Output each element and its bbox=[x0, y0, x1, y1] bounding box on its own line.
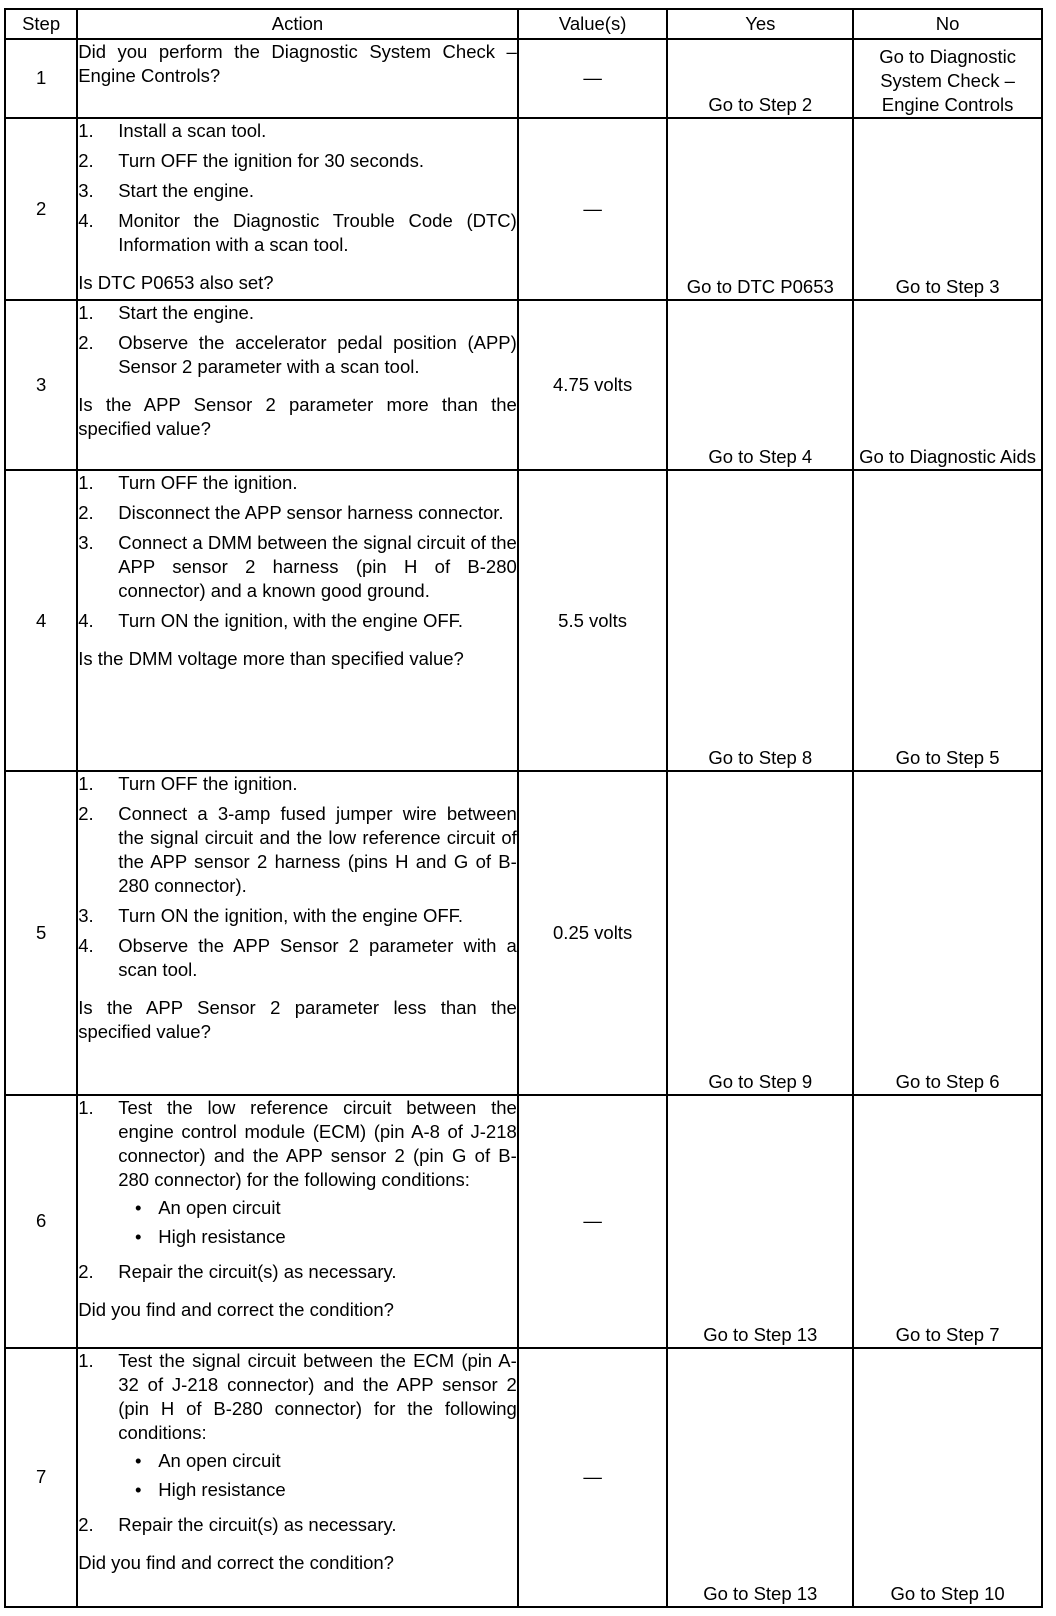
step-content bbox=[118, 209, 517, 257]
condition-item bbox=[118, 1196, 517, 1220]
action-step bbox=[78, 609, 517, 633]
condition-text: High resistance bbox=[158, 1225, 286, 1247]
yes-cell: Go to Step 4 bbox=[667, 300, 853, 470]
step-content bbox=[118, 609, 517, 633]
action-step bbox=[78, 772, 517, 796]
step-content bbox=[118, 119, 517, 143]
step-number: 7 bbox=[5, 1348, 77, 1607]
action-step bbox=[78, 501, 517, 525]
step-index: 3. bbox=[78, 532, 94, 554]
step-content bbox=[118, 1513, 517, 1537]
action-cell bbox=[77, 300, 518, 470]
step-content bbox=[118, 531, 517, 603]
value-cell: 4.75 volts bbox=[518, 300, 668, 470]
step-text: Connect a 3-amp fused jumper wire between the signal circuit and the low reference circuit of the APP sensor 2 harness (pins H and G of B-280 connector). bbox=[118, 802, 517, 896]
step-content bbox=[118, 501, 517, 525]
action-cell bbox=[77, 39, 518, 118]
step-text: Turn OFF the ignition. bbox=[118, 772, 298, 794]
action-question: Is the DMM voltage more than specified value? bbox=[78, 648, 464, 670]
step-text: Turn OFF the ignition for 30 seconds. bbox=[118, 149, 424, 171]
action-step bbox=[78, 934, 517, 982]
step-content bbox=[118, 904, 517, 928]
step-index: 3. bbox=[78, 904, 94, 926]
step-content bbox=[118, 179, 517, 203]
bullet-icon: • bbox=[134, 1478, 142, 1500]
action-step bbox=[78, 149, 517, 173]
step-index: 1. bbox=[78, 1096, 94, 1118]
condition-item bbox=[118, 1449, 517, 1473]
step-index: 4. bbox=[78, 209, 94, 231]
diagnostic-table bbox=[4, 8, 1043, 1608]
action-step bbox=[78, 1260, 517, 1284]
action-step bbox=[78, 531, 517, 603]
action-steps bbox=[78, 471, 517, 633]
table-row bbox=[5, 470, 1042, 771]
step-text: Test the signal circuit between the ECM (pin A-32 of J-218 connector) and the APP sensor 2 (pin H of B-280 connector) for the following conditions: bbox=[118, 1349, 517, 1443]
condition-text: High resistance bbox=[158, 1478, 286, 1500]
step-index: 4. bbox=[78, 610, 94, 632]
bullet-icon: • bbox=[134, 1225, 142, 1247]
action-steps bbox=[78, 119, 517, 257]
step-text: Connect a DMM between the signal circuit of the APP sensor 2 harness (pin H of B-280 connector) and a known good ground. bbox=[118, 532, 517, 602]
value-cell: 0.25 volts bbox=[518, 771, 668, 1095]
step-text: Observe the accelerator pedal position (APP) Sensor 2 parameter with a scan tool. bbox=[118, 332, 517, 378]
step-index: 2. bbox=[78, 1513, 94, 1535]
action-step bbox=[78, 1513, 517, 1537]
action-question: Did you find and correct the condition? bbox=[78, 1551, 394, 1573]
step-text: Start the engine. bbox=[118, 302, 254, 324]
step-content bbox=[118, 1096, 517, 1254]
table-row bbox=[5, 1095, 1042, 1348]
action-cell bbox=[77, 118, 518, 300]
value-cell: 5.5 volts bbox=[518, 470, 668, 771]
step-index: 3. bbox=[78, 179, 94, 201]
no-cell: Go to Diagnostic Aids bbox=[853, 300, 1042, 470]
step-index: 4. bbox=[78, 934, 94, 956]
table-body bbox=[5, 39, 1042, 1607]
no-cell: Go to Step 10 bbox=[853, 1348, 1042, 1607]
step-content bbox=[118, 149, 517, 173]
action-question: Did you find and correct the condition? bbox=[78, 1298, 394, 1320]
step-index: 1. bbox=[78, 1349, 94, 1371]
action-step bbox=[78, 904, 517, 928]
step-text: Monitor the Diagnostic Trouble Code (DTC) Information with a scan tool. bbox=[118, 209, 517, 255]
step-index: 1. bbox=[78, 119, 94, 141]
action-step bbox=[78, 301, 517, 325]
yes-cell: Go to Step 9 bbox=[667, 771, 853, 1095]
step-number: 3 bbox=[5, 300, 77, 470]
step-content bbox=[118, 1260, 517, 1284]
step-content bbox=[118, 802, 517, 898]
yes-cell: Go to Step 8 bbox=[667, 470, 853, 771]
step-text: Observe the APP Sensor 2 parameter with a scan tool. bbox=[118, 934, 517, 980]
step-text: Install a scan tool. bbox=[118, 119, 267, 141]
step-number: 2 bbox=[5, 118, 77, 300]
step-content bbox=[118, 772, 517, 796]
action-cell bbox=[77, 1348, 518, 1607]
step-content bbox=[118, 1349, 517, 1507]
step-text: Turn ON the ignition, with the engine OFF. bbox=[118, 904, 464, 926]
no-cell: Go to Step 5 bbox=[853, 470, 1042, 771]
no-cell: Go to Step 6 bbox=[853, 771, 1042, 1095]
action-steps bbox=[78, 772, 517, 982]
no-cell: Go to Diagnostic System Check – Engine Controls bbox=[853, 39, 1042, 118]
step-content bbox=[118, 934, 517, 982]
bullet-icon: • bbox=[134, 1196, 142, 1218]
action-question: Is DTC P0653 also set? bbox=[78, 271, 274, 293]
step-index: 2. bbox=[78, 149, 94, 171]
step-number: 5 bbox=[5, 771, 77, 1095]
step-index: 2. bbox=[78, 1260, 94, 1282]
header-values: Value(s) bbox=[518, 9, 668, 39]
action-step bbox=[78, 1096, 517, 1254]
step-content bbox=[118, 471, 517, 495]
table-row bbox=[5, 39, 1042, 118]
header-action: Action bbox=[77, 9, 518, 39]
step-index: 2. bbox=[78, 802, 94, 824]
action-cell bbox=[77, 470, 518, 771]
step-number: 4 bbox=[5, 470, 77, 771]
step-content bbox=[118, 331, 517, 379]
step-text: Repair the circuit(s) as necessary. bbox=[118, 1260, 397, 1282]
action-text: Did you perform the Diagnostic System Check – Engine Controls? bbox=[78, 41, 517, 86]
step-number: 1 bbox=[5, 39, 77, 118]
step-index: 2. bbox=[78, 332, 94, 354]
action-cell bbox=[77, 771, 518, 1095]
value-cell: — bbox=[518, 1095, 668, 1348]
step-text: Turn ON the ignition, with the engine OFF. bbox=[118, 610, 464, 632]
condition-item bbox=[118, 1478, 517, 1502]
table-row bbox=[5, 771, 1042, 1095]
value-cell: — bbox=[518, 1348, 668, 1607]
action-question: Is the APP Sensor 2 parameter less than the specified value? bbox=[78, 996, 517, 1042]
step-index: 1. bbox=[78, 302, 94, 324]
yes-cell: Go to Step 2 bbox=[667, 39, 853, 118]
action-step bbox=[78, 119, 517, 143]
step-text: Disconnect the APP sensor harness connector. bbox=[118, 502, 504, 524]
yes-cell: Go to DTC P0653 bbox=[667, 118, 853, 300]
action-steps bbox=[78, 1096, 517, 1284]
value-cell: — bbox=[518, 39, 668, 118]
action-step bbox=[78, 331, 517, 379]
condition-text: An open circuit bbox=[158, 1449, 281, 1471]
step-text: Turn OFF the ignition. bbox=[118, 472, 298, 494]
no-cell: Go to Step 7 bbox=[853, 1095, 1042, 1348]
table-row bbox=[5, 300, 1042, 470]
step-index: 1. bbox=[78, 472, 94, 494]
condition-item bbox=[118, 1225, 517, 1249]
value-cell: — bbox=[518, 118, 668, 300]
action-question: Is the APP Sensor 2 parameter more than the specified value? bbox=[78, 394, 517, 440]
yes-cell: Go to Step 13 bbox=[667, 1095, 853, 1348]
action-step bbox=[78, 179, 517, 203]
no-cell: Go to Step 3 bbox=[853, 118, 1042, 300]
action-step bbox=[78, 471, 517, 495]
condition-text: An open circuit bbox=[158, 1196, 281, 1218]
step-index: 2. bbox=[78, 502, 94, 524]
table-row bbox=[5, 1348, 1042, 1607]
step-text: Start the engine. bbox=[118, 179, 254, 201]
header-no: No bbox=[853, 9, 1042, 39]
action-step bbox=[78, 802, 517, 898]
condition-list bbox=[118, 1449, 517, 1502]
step-text: Test the low reference circuit between the engine control module (ECM) (pin A-8 of J-218 connector) and the APP sensor 2 (pin G of B-280 connector) for the following conditions: bbox=[118, 1096, 517, 1190]
header-yes: Yes bbox=[667, 9, 853, 39]
condition-list bbox=[118, 1196, 517, 1249]
action-step bbox=[78, 209, 517, 257]
step-index: 1. bbox=[78, 772, 94, 794]
action-steps bbox=[78, 301, 517, 379]
table-row bbox=[5, 118, 1042, 300]
action-step bbox=[78, 1349, 517, 1507]
header-row bbox=[5, 9, 1042, 39]
header-step: Step bbox=[5, 9, 77, 39]
step-text: Repair the circuit(s) as necessary. bbox=[118, 1513, 397, 1535]
bullet-icon: • bbox=[134, 1449, 142, 1471]
step-number: 6 bbox=[5, 1095, 77, 1348]
yes-cell: Go to Step 13 bbox=[667, 1348, 853, 1607]
step-content bbox=[118, 301, 517, 325]
action-cell bbox=[77, 1095, 518, 1348]
action-steps bbox=[78, 1349, 517, 1537]
